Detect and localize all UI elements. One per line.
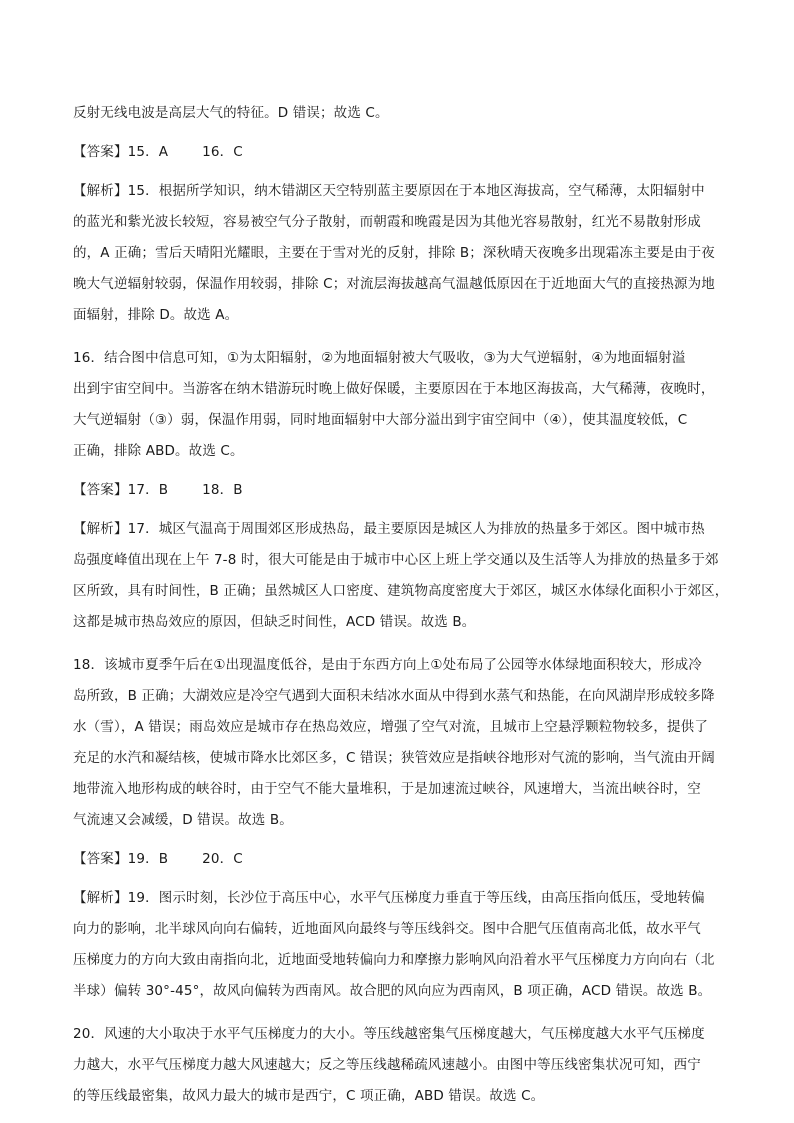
text-line: 18．该城市夏季午后在①出现温度低谷，是由于东西方向上①处布局了公园等水体绿地面积较大，形成冷 xyxy=(73,657,702,673)
text-paragraph xyxy=(73,343,734,467)
text-line: 压梯度力的方向大致由南指向北，近地面受地转偏向力和摩擦力影响风向沿着水平气压梯度力方向向右（北 xyxy=(73,952,715,968)
text-line: 【解析】15．根据所学知识，纳木错湖区天空特别蓝主要原因在于本地区海拔高，空气稀薄，太阳辐射中 xyxy=(73,183,705,199)
text-line: 出到宇宙空间中。当游客在纳木错游玩时晚上做好保暖，主要原因在于本地区海拔高，大气稀薄，夜晚时， xyxy=(73,381,715,397)
text-paragraph xyxy=(73,98,734,129)
answer-item: 17．B xyxy=(127,482,169,498)
text-paragraph xyxy=(73,514,734,638)
text-line: 水（雪），A 错误；雨岛效应是城市存在热岛效应，增强了空气对流，且城市上空悬浮颗粒物较多，提供了 xyxy=(73,719,708,735)
text-line: 气流速又会减缓，D 错误。故选 B。 xyxy=(73,812,293,828)
text-line: 的，A 正确；雪后天晴阳光耀眼，主要在于雪对光的反射，排除 B；深秋晴天夜晚多出现霜冻主要是由于夜 xyxy=(73,245,715,261)
text-line: 这都是城市热岛效应的原因，但缺乏时间性，ACD 错误。故选 B。 xyxy=(73,614,476,630)
text-line: 的蓝光和紫光波长较短，容易被空气分子散射，而朝霞和晚霞是因为其他光容易散射，红光不易散射形成 xyxy=(73,214,701,230)
answer-label: 【答案】 xyxy=(73,851,128,867)
answer-item: 15．A xyxy=(127,144,169,160)
text-line: 向力的影响，北半球风向向右偏转，近地面风向最终与等压线斜交。图中合肥气压值南高北低，故水平气 xyxy=(73,921,701,937)
text-paragraph xyxy=(73,1019,734,1112)
answer-label: 【答案】 xyxy=(73,144,128,160)
text-line: 大气逆辐射（③）弱，保温作用弱，同时地面辐射中大部分溢出到宇宙空间中（④），使其温度较低，C xyxy=(73,412,688,428)
text-line: 充足的水汽和凝结核，使城市降水比郊区多，C 错误；狭管效应是指峡谷地形对气流的影响，当气流由开阔 xyxy=(73,750,715,766)
answer-line xyxy=(73,848,734,870)
text-line: 晚大气逆辐射较弱，保温作用较弱，排除 C；对流层海拔越高气温越低原因在于近地面大气的直接热源为地 xyxy=(73,276,715,292)
text-line: 力越大，水平气压梯度力越大风速越大；反之等压线越稀疏风速越小。由图中等压线密集状况可知，西宁 xyxy=(73,1057,701,1073)
text-line: 【解析】19．图示时刻，长沙位于高压中心，水平气压梯度力垂直于等压线，由高压指向低压，受地转偏 xyxy=(73,890,705,906)
text-line: 岛所致，B 正确；大湖效应是冷空气遇到大面积未结冰水面从中得到水蒸气和热能，在向风湖岸形成较多降 xyxy=(73,688,715,704)
text-line: 地带流入地形构成的峡谷时，由于空气不能大量堆积，于是加速流过峡谷，风速增大，当流出峡谷时，空 xyxy=(73,781,701,797)
answer-item: 16．C xyxy=(202,144,243,160)
text-paragraph xyxy=(73,176,734,331)
answer-line xyxy=(73,479,734,501)
text-line: 区所致，具有时间性，B 正确；虽然城区人口密度、建筑物高度密度大于郊区，城区水体绿化面积小于郊区， xyxy=(73,583,729,599)
text-paragraph xyxy=(73,650,734,836)
text-line: 16．结合图中信息可知，①为太阳辐射，②为地面辐射被大气吸收，③为大气逆辐射，④为地面辐射溢 xyxy=(73,350,686,366)
document-body xyxy=(73,98,734,1112)
text-line: 【解析】17．城区气温高于周围郊区形成热岛，最主要原因是城区人为排放的热量多于郊区。图中城市热 xyxy=(73,521,705,537)
text-line: 岛强度峰值出现在上午 7-8 时，很大可能是由于城市中心区上班上学交通以及生活等人为排放的热量多于郊 xyxy=(73,552,719,568)
text-line: 20．风速的大小取决于水平气压梯度力的大小。等压线越密集气压梯度越大，气压梯度越大水平气压梯度 xyxy=(73,1026,705,1042)
text-line: 半球）偏转 30°-45°，故风向偏转为西南风。故合肥的风向应为西南风，B 项正确，ACD 错误。故选 B。 xyxy=(73,983,712,999)
text-paragraph xyxy=(73,883,734,1007)
text-line: 面辐射，排除 D。故选 A。 xyxy=(73,307,239,323)
answer-item: 19．B xyxy=(127,851,169,867)
text-line: 的等压线最密集，故风力最大的城市是西宁，C 项正确，ABD 错误。故选 C。 xyxy=(73,1088,545,1104)
text-line: 反射无线电波是高层大气的特征。D 错误；故选 C。 xyxy=(73,105,389,121)
answer-item: 20．C xyxy=(202,851,243,867)
answer-line xyxy=(73,141,734,163)
answer-label: 【答案】 xyxy=(73,482,128,498)
answer-item: 18．B xyxy=(202,482,243,498)
text-line: 正确，排除 ABD。故选 C。 xyxy=(73,443,244,459)
